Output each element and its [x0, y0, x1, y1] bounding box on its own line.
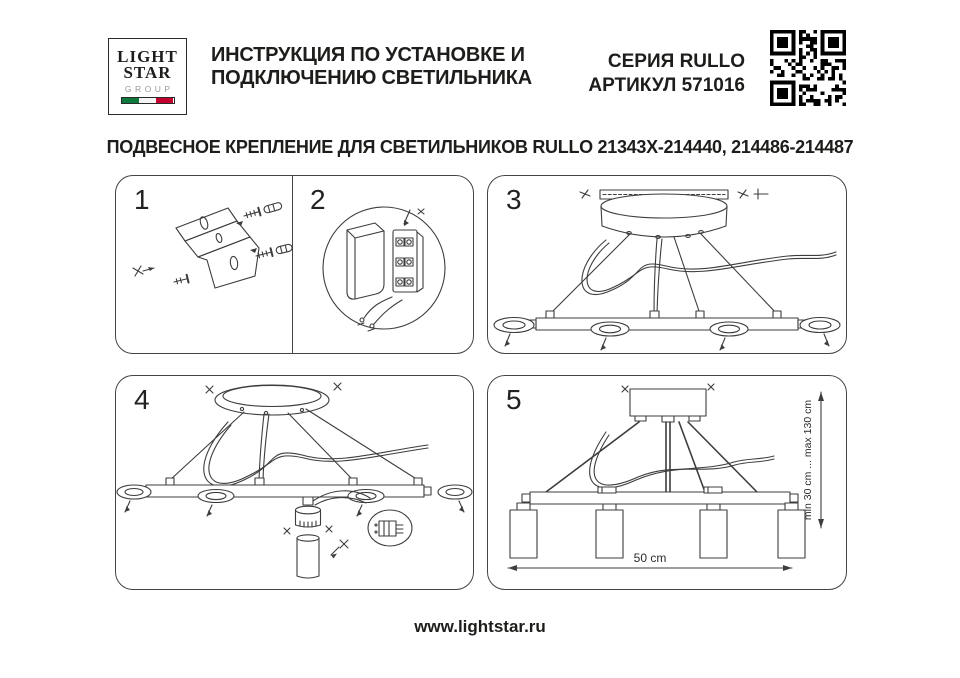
step-4-number: 4	[134, 384, 150, 415]
step-1-drawing-bracket	[116, 176, 292, 353]
title-line-2: ПОДКЛЮЧЕНИЮ СВЕТИЛЬНИКА	[211, 67, 533, 89]
step-2-drawing-connector-detail	[292, 176, 473, 353]
step-3-drawing-hanging	[488, 176, 846, 353]
italian-flag-bar	[121, 97, 175, 104]
lightstar-logo	[108, 38, 187, 115]
qr-code-icon	[770, 30, 846, 106]
series-block	[495, 50, 745, 98]
step-4-drawing-shade-mounting	[116, 376, 473, 589]
panel-box-step-5	[487, 375, 847, 590]
panel-box-step-3	[487, 175, 847, 354]
article-number: АРТИКУЛ 571016	[588, 75, 745, 96]
step-2-number: 2	[310, 184, 326, 215]
step-5-drawing-dimensions	[488, 376, 846, 589]
series-name: СЕРИЯ RULLO	[607, 51, 745, 72]
title-line-1: ИНСТРУКЦИЯ ПО УСТАНОВКЕ И	[211, 44, 525, 66]
logo-text-light: LIGHT	[117, 47, 178, 66]
logo-text-group: GROUP	[124, 84, 174, 94]
dimension-width-label: 50 cm	[633, 551, 667, 565]
step-5-number: 5	[506, 384, 522, 415]
panel-box-step-4	[115, 375, 474, 590]
logo-text-star: STAR	[123, 63, 172, 82]
panel-box-steps-1-2	[115, 175, 474, 354]
footer-url: www.lightstar.ru	[414, 617, 546, 636]
dimension-height-label: min 30 cm ... max 130 cm	[802, 399, 814, 521]
step-1-number: 1	[134, 184, 150, 215]
step-3-number: 3	[506, 184, 522, 215]
page-title	[211, 44, 532, 90]
subtitle: ПОДВЕСНОЕ КРЕПЛЕНИЕ ДЛЯ СВЕТИЛЬНИКОВ RULLO 21343X-214440, 214486-214487	[106, 137, 854, 157]
